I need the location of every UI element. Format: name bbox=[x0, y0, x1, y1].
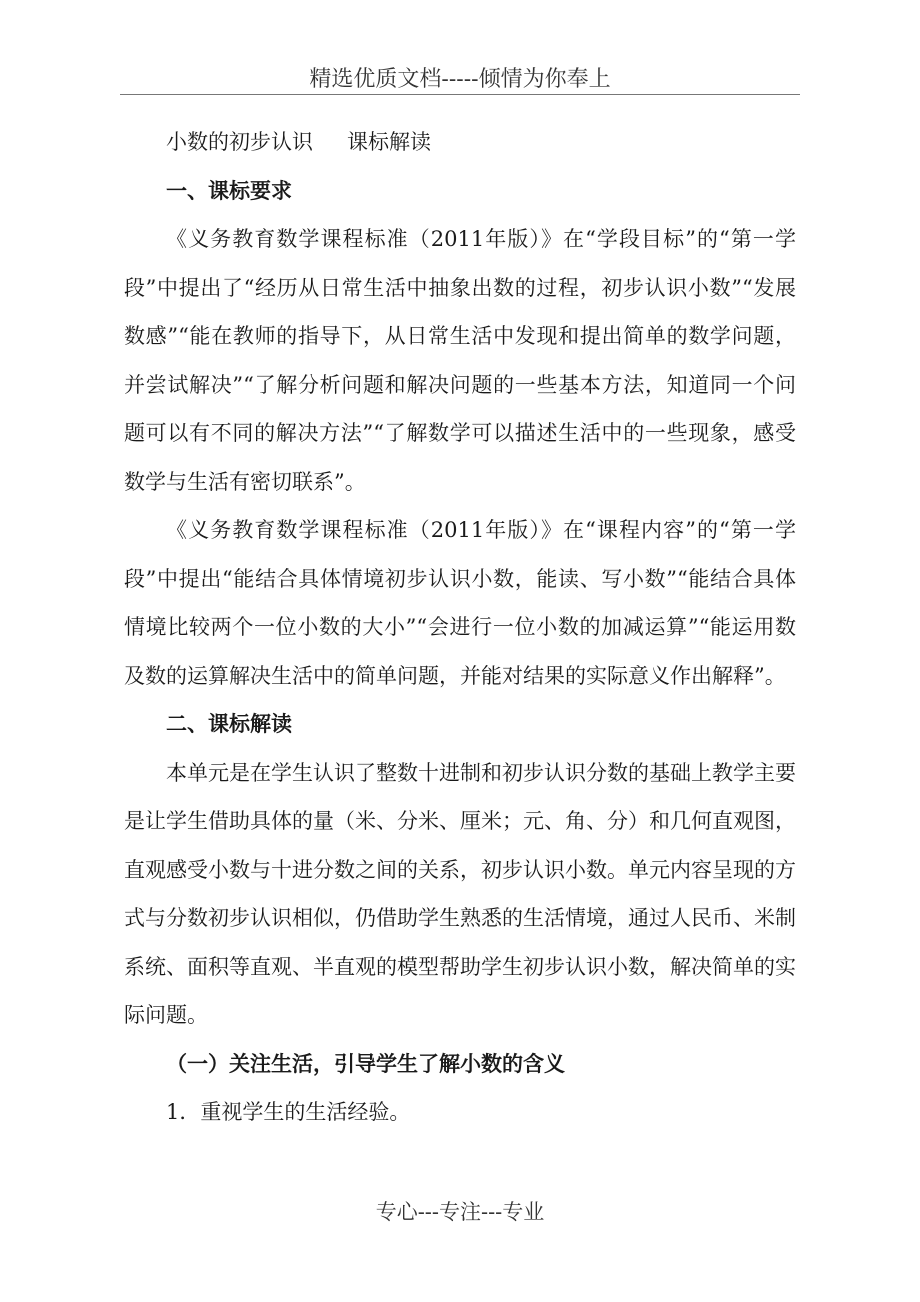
page-footer: 专心---专注---专业 bbox=[375, 1200, 545, 1224]
document-title bbox=[124, 118, 796, 167]
subsection-heading-1: （一）关注生活，引导学生了解小数的含义 bbox=[166, 1050, 565, 1076]
page-header: 精选优质文档-----倾情为你奉上 bbox=[309, 67, 611, 92]
paragraph-3: 本单元是在学生认识了整数十进制和初步认识分数的基础上教学主要是让学生借助具体的量（米、分米、厘米；元、角、分）和几何直观图，直观感受小数与十进分数之间的关系，初步认识小数。单元内容呈现的方式与分数初步认识相似，仍借助学生熟悉的生活情境，通过人民币、米制系统、面积等直观、半直观的模型帮助学生初步认识小数，解决简单的实际问题。 bbox=[124, 760, 796, 1027]
paragraph-4: 1．重视学生的生活经验。 bbox=[166, 1100, 411, 1124]
title-topic: 小数的初步认识 bbox=[166, 130, 313, 154]
section-heading-2: 二、课标解读 bbox=[166, 711, 292, 736]
section-heading-1: 一、课标要求 bbox=[166, 177, 292, 203]
title-subtitle: 课标解读 bbox=[347, 130, 431, 154]
paragraph-2: 《义务教育数学课程标准（2011年版）》在“课程内容”的“第一学段”中提出“能结合具体情境初步认识小数，能读、写小数”“能结合具体情境比较两个一位小数的大小”“会进行一位小数的加减运算”“能运用数及数的运算解决生活中的简单问题，并能对结果的实际意义作出解释”。 bbox=[124, 518, 796, 688]
paragraph-1: 《义务教育数学课程标准（2011年版）》在“学段目标”的“第一学段”中提出了“经历从日常生活中抽象出数的过程，初步认识小数”“发展数感”“能在教师的指导下，从日常生活中发现和提出简单的数学问题，并尝试解决”“了解分析问题和解决问题的一些基本方法，知道同一个问题可以有不同的解决方法”“了解数学可以描述生活中的一些现象，感受数学与生活有密切联系”。 bbox=[124, 227, 796, 494]
document-body bbox=[124, 118, 796, 1137]
header-divider bbox=[120, 94, 800, 95]
